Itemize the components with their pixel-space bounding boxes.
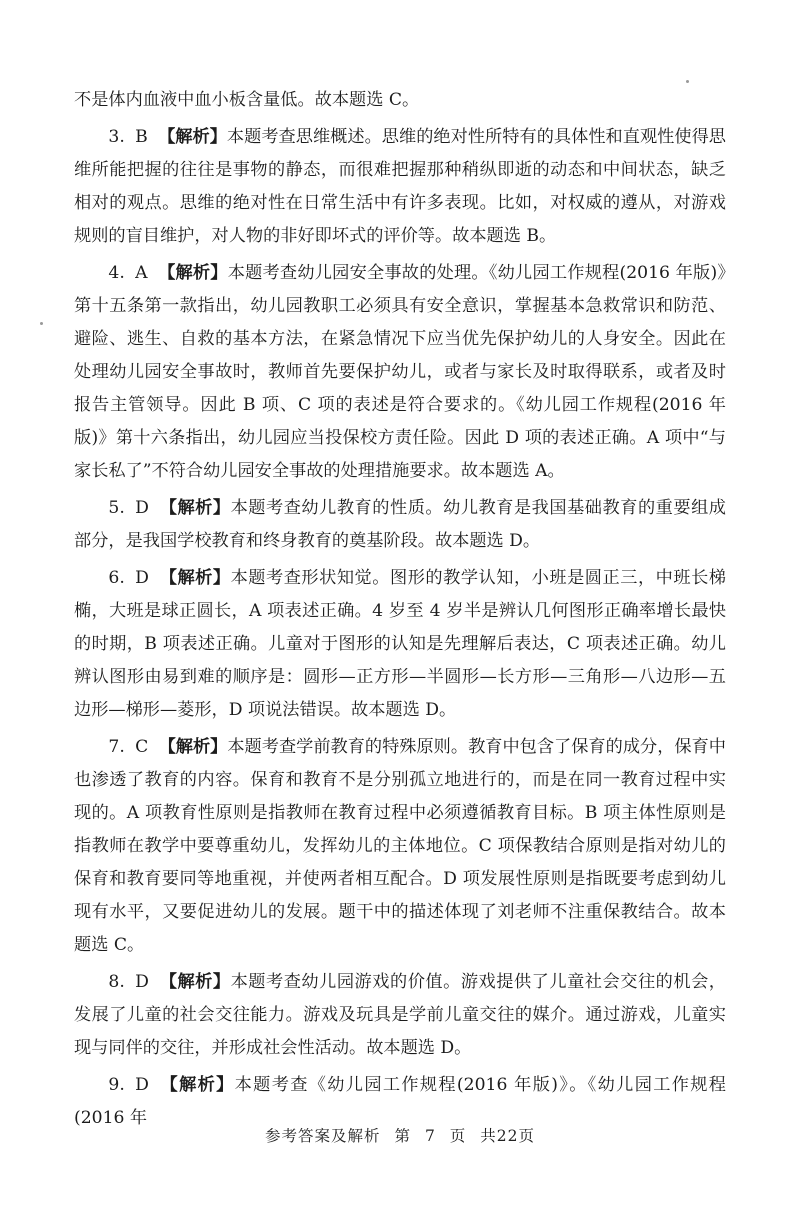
item-text: 本题考查幼儿园游戏的价值。游戏提供了儿童社会交往的机会，发展了儿童的社会交往能力。游戏及玩具是学前儿童交往的媒介。通过游戏，儿童实现与同伴的交往，并形成社会性活动。故本题选 D。 — [74, 972, 726, 1058]
page-footer — [0, 1124, 800, 1146]
item-number: 4. — [108, 263, 125, 283]
explanation-item-4 — [74, 257, 726, 488]
footer-page-number: 7 — [424, 1127, 436, 1145]
item-answer: D — [135, 1075, 149, 1095]
item-number: 3. — [108, 127, 125, 147]
scan-speck — [686, 80, 689, 83]
item-text: 本题考查幼儿园安全事故的处理。《幼儿园工作规程(2016 年版)》第十五条第一款指出，幼儿园教职工必须具有安全意识，掌握基本急救常识和防范、避险、逃生、自救的基本方法，在紧急情况下应当优先保护幼儿的人身安全。因此在处理幼儿园安全事故时，教师首先要保护幼儿，或者与家长及时取得联系，或者及时报告主管领导。因此 B 项、C 项的表述是符合要求的。《幼儿园工作规程(2016 年版)》第十六条指出，幼儿园应当投保校方责任险。因此 D 项的表述正确。A 项中“与家长私了”不符合幼儿园安全事故的处理措施要求。故本题选 A。 — [74, 263, 726, 481]
scan-speck — [40, 322, 43, 325]
item-number: 5. — [108, 498, 125, 518]
item-number: 7. — [108, 737, 125, 757]
footer-page-total: 共22页 — [480, 1127, 535, 1145]
item-answer: A — [135, 263, 148, 283]
explanation-item-7 — [74, 731, 726, 962]
item-answer: D — [135, 972, 149, 992]
analysis-tag: 【解析】 — [159, 568, 231, 588]
item-text: 本题考查幼儿教育的性质。幼儿教育是我国基础教育的重要组成部分，是我国学校教育和终身教育的奠基阶段。故本题选 D。 — [74, 498, 726, 551]
analysis-tag: 【解析】 — [159, 498, 231, 518]
explanation-item-8 — [74, 966, 726, 1065]
item-text: 本题考查《幼儿园工作规程(2016 年版)》。《幼儿园工作规程(2016 年 — [74, 1075, 726, 1128]
footer-title: 参考答案及解析 — [265, 1127, 381, 1145]
analysis-tag: 【解析】 — [158, 737, 228, 757]
item-text: 本题考查形状知觉。图形的教学认知，小班是圆正三，中班长梯椭，大班是球正圆长，A 项表述正确。4 岁至 4 岁半是辨认几何图形正确率增长最快的时期，B 项表述正确。儿童对于图形的认知是先理解后表达，C 项表述正确。幼儿辨认图形由易到难的顺序是：圆形—正方形—半圆形—长方形—三角形—八边形—五边形—梯形—菱形，D 项说法错误。故本题选 D。 — [74, 568, 726, 720]
answer-explanations — [74, 84, 726, 1139]
analysis-tag: 【解析】 — [158, 127, 227, 147]
item-answer: D — [135, 568, 149, 588]
explanation-item-3 — [74, 121, 726, 253]
analysis-tag: 【解析】 — [157, 263, 228, 283]
continued-paragraph: 不是体内血液中血小板含量低。故本题选 C。 — [74, 90, 420, 110]
item-text: 本题考查思维概述。思维的绝对性所特有的具体性和直观性使得思维所能把握的往往是事物的静态，而很难把握那种稍纵即逝的动态和中间状态，缺乏相对的观点。思维的绝对性在日常生活中有许多表现。比如，对权威的遵从，对游戏规则的盲目维护，对人物的非好即坏式的评价等。故本题选 B。 — [74, 127, 726, 246]
explanation-item-5 — [74, 492, 726, 558]
analysis-tag: 【解析】 — [159, 972, 231, 992]
item-answer: C — [135, 737, 149, 757]
explanation-item-6 — [74, 562, 726, 727]
item-answer: D — [135, 498, 149, 518]
item-number: 8. — [108, 972, 125, 992]
item-number: 6. — [108, 568, 125, 588]
analysis-tag: 【解析】 — [159, 1075, 235, 1095]
footer-page-unit: 页 — [449, 1127, 467, 1145]
footer-page-prefix: 第 — [394, 1127, 412, 1145]
item-text: 本题考查学前教育的特殊原则。教育中包含了保育的成分，保育中也渗透了教育的内容。保育和教育不是分别孤立地进行的，而是在同一教育过程中实现的。A 项教育性原则是指教师在教育过程中必须遵循教育目标。B 项主体性原则是指教师在教学中要尊重幼儿，发挥幼儿的主体地位。C 项保教结合原则是指对幼儿的保育和教育要同等地重视，并使两者相互配合。D 项发展性原则是指既要考虑到幼儿现有水平，又要促进幼儿的发展。题干中的描述体现了刘老师不注重保教结合。故本题选 C。 — [74, 737, 726, 955]
item-number: 9. — [108, 1075, 125, 1095]
item-answer: B — [135, 127, 148, 147]
